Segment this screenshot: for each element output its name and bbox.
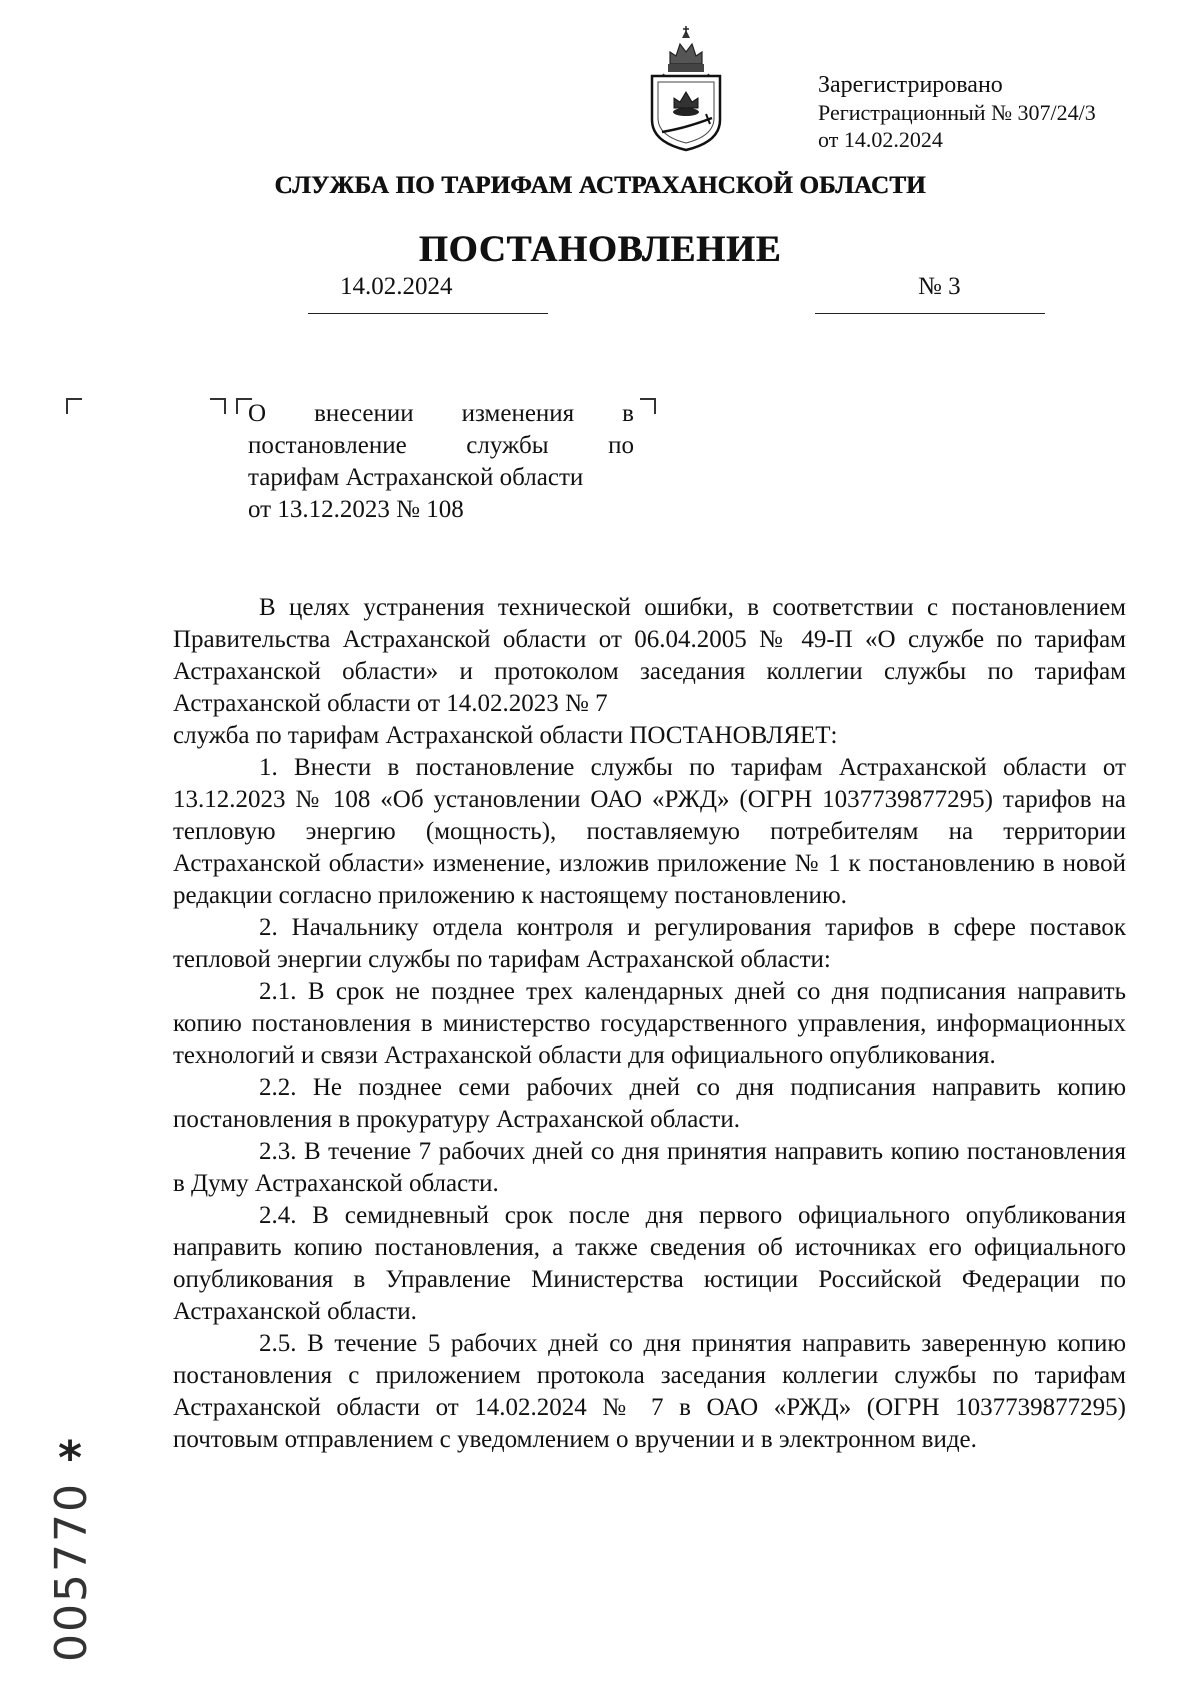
registration-label: Зарегистрировано	[818, 72, 1003, 98]
clause-1: 1. Внести в постановление службы по тарифам Астраханской области от 13.12.2023 № 108 «Об установлении ОАО «РЖД» (ОГРН 1037739877295) тарифов на тепловую энергию (мощность), поставляемую потребителям на территории Астраханской области» изменение, изложив приложение № 1 к постановлению в новой редакции согласно приложению к настоящему постановлению.	[173, 754, 1126, 909]
subject-line: О внесении изменения в	[248, 400, 634, 427]
document-body	[173, 592, 1126, 1456]
clause-2-3: 2.3. В течение 7 рабочих дней со дня принятия направить копию постановления в Думу Астраханской области.	[173, 1138, 1126, 1197]
registration-stamp	[818, 72, 1096, 153]
document-type: ПОСТАНОВЛЕНИЕ	[418, 229, 782, 270]
document-date: 14.02.2024	[340, 273, 453, 300]
preamble-paragraph: В целях устранения технической ошибки, в соответствии с постановлением Правительства Астраханской области от 06.04.2005 № 49-П «О службе по тарифам Астраханской области» и протоколом заседания коллегии службы по тарифам Астраханской области от 14.02.2023 № 7	[173, 594, 1126, 717]
document-subject	[248, 398, 634, 526]
subject-line: от 13.12.2023 № 108	[248, 496, 464, 523]
clause-2-2: 2.2. Не позднее семи рабочих дней со дня подписания направить копию постановления в прокуратуру Астраханской области.	[173, 1074, 1126, 1133]
serial-number: 005770	[46, 1482, 97, 1662]
clause-2-4: 2.4. В семидневный срок после дня первого официального опубликования направить копию постановления, а также сведения об источниках его официального опубликования в Управление Министерства юстиции Российской Федерации по Астраханской области.	[173, 1202, 1126, 1325]
date-underline	[308, 313, 548, 314]
subject-line: постановление службы по	[248, 432, 634, 459]
clause-2-5: 2.5. В течение 5 рабочих дней со дня принятия направить заверенную копию постановления с приложением протокола заседания коллегии службы по тарифам Астраханской области от 14.02.2024 № 7 в ОАО «РЖД» (ОГРН 1037739877295) почтовым отправлением с уведомлением о вручении и в электронном виде.	[173, 1330, 1126, 1453]
margin-serial	[24, 1430, 116, 1662]
resolves-line: служба по тарифам Астраханской области ПОСТАНОВЛЯЕТ:	[173, 722, 838, 749]
registration-number: Регистрационный № 307/24/3	[818, 100, 1096, 125]
agency-name: СЛУЖБА ПО ТАРИФАМ АСТРАХАНСКОЙ ОБЛАСТИ	[274, 172, 926, 199]
clause-2-1: 2.1. В срок не позднее трех календарных дней со дня подписания направить копию постановления в министерство государственного управления, информационных технологий и связи Астраханской области для официального опубликования.	[173, 978, 1126, 1069]
corner-mark	[210, 398, 226, 414]
serial-mark: *	[57, 1431, 83, 1485]
corner-mark	[640, 398, 656, 414]
number-underline	[815, 313, 1045, 314]
document-number: № 3	[918, 273, 961, 300]
subject-line: тарифам Астраханской области	[248, 464, 584, 491]
registration-date: от 14.02.2024	[818, 127, 943, 152]
clause-2: 2. Начальнику отдела контроля и регулирования тарифов в сфере поставок тепловой энергии службы по тарифам Астраханской области:	[173, 914, 1126, 973]
corner-mark	[66, 398, 82, 414]
coat-of-arms-icon	[640, 24, 732, 154]
